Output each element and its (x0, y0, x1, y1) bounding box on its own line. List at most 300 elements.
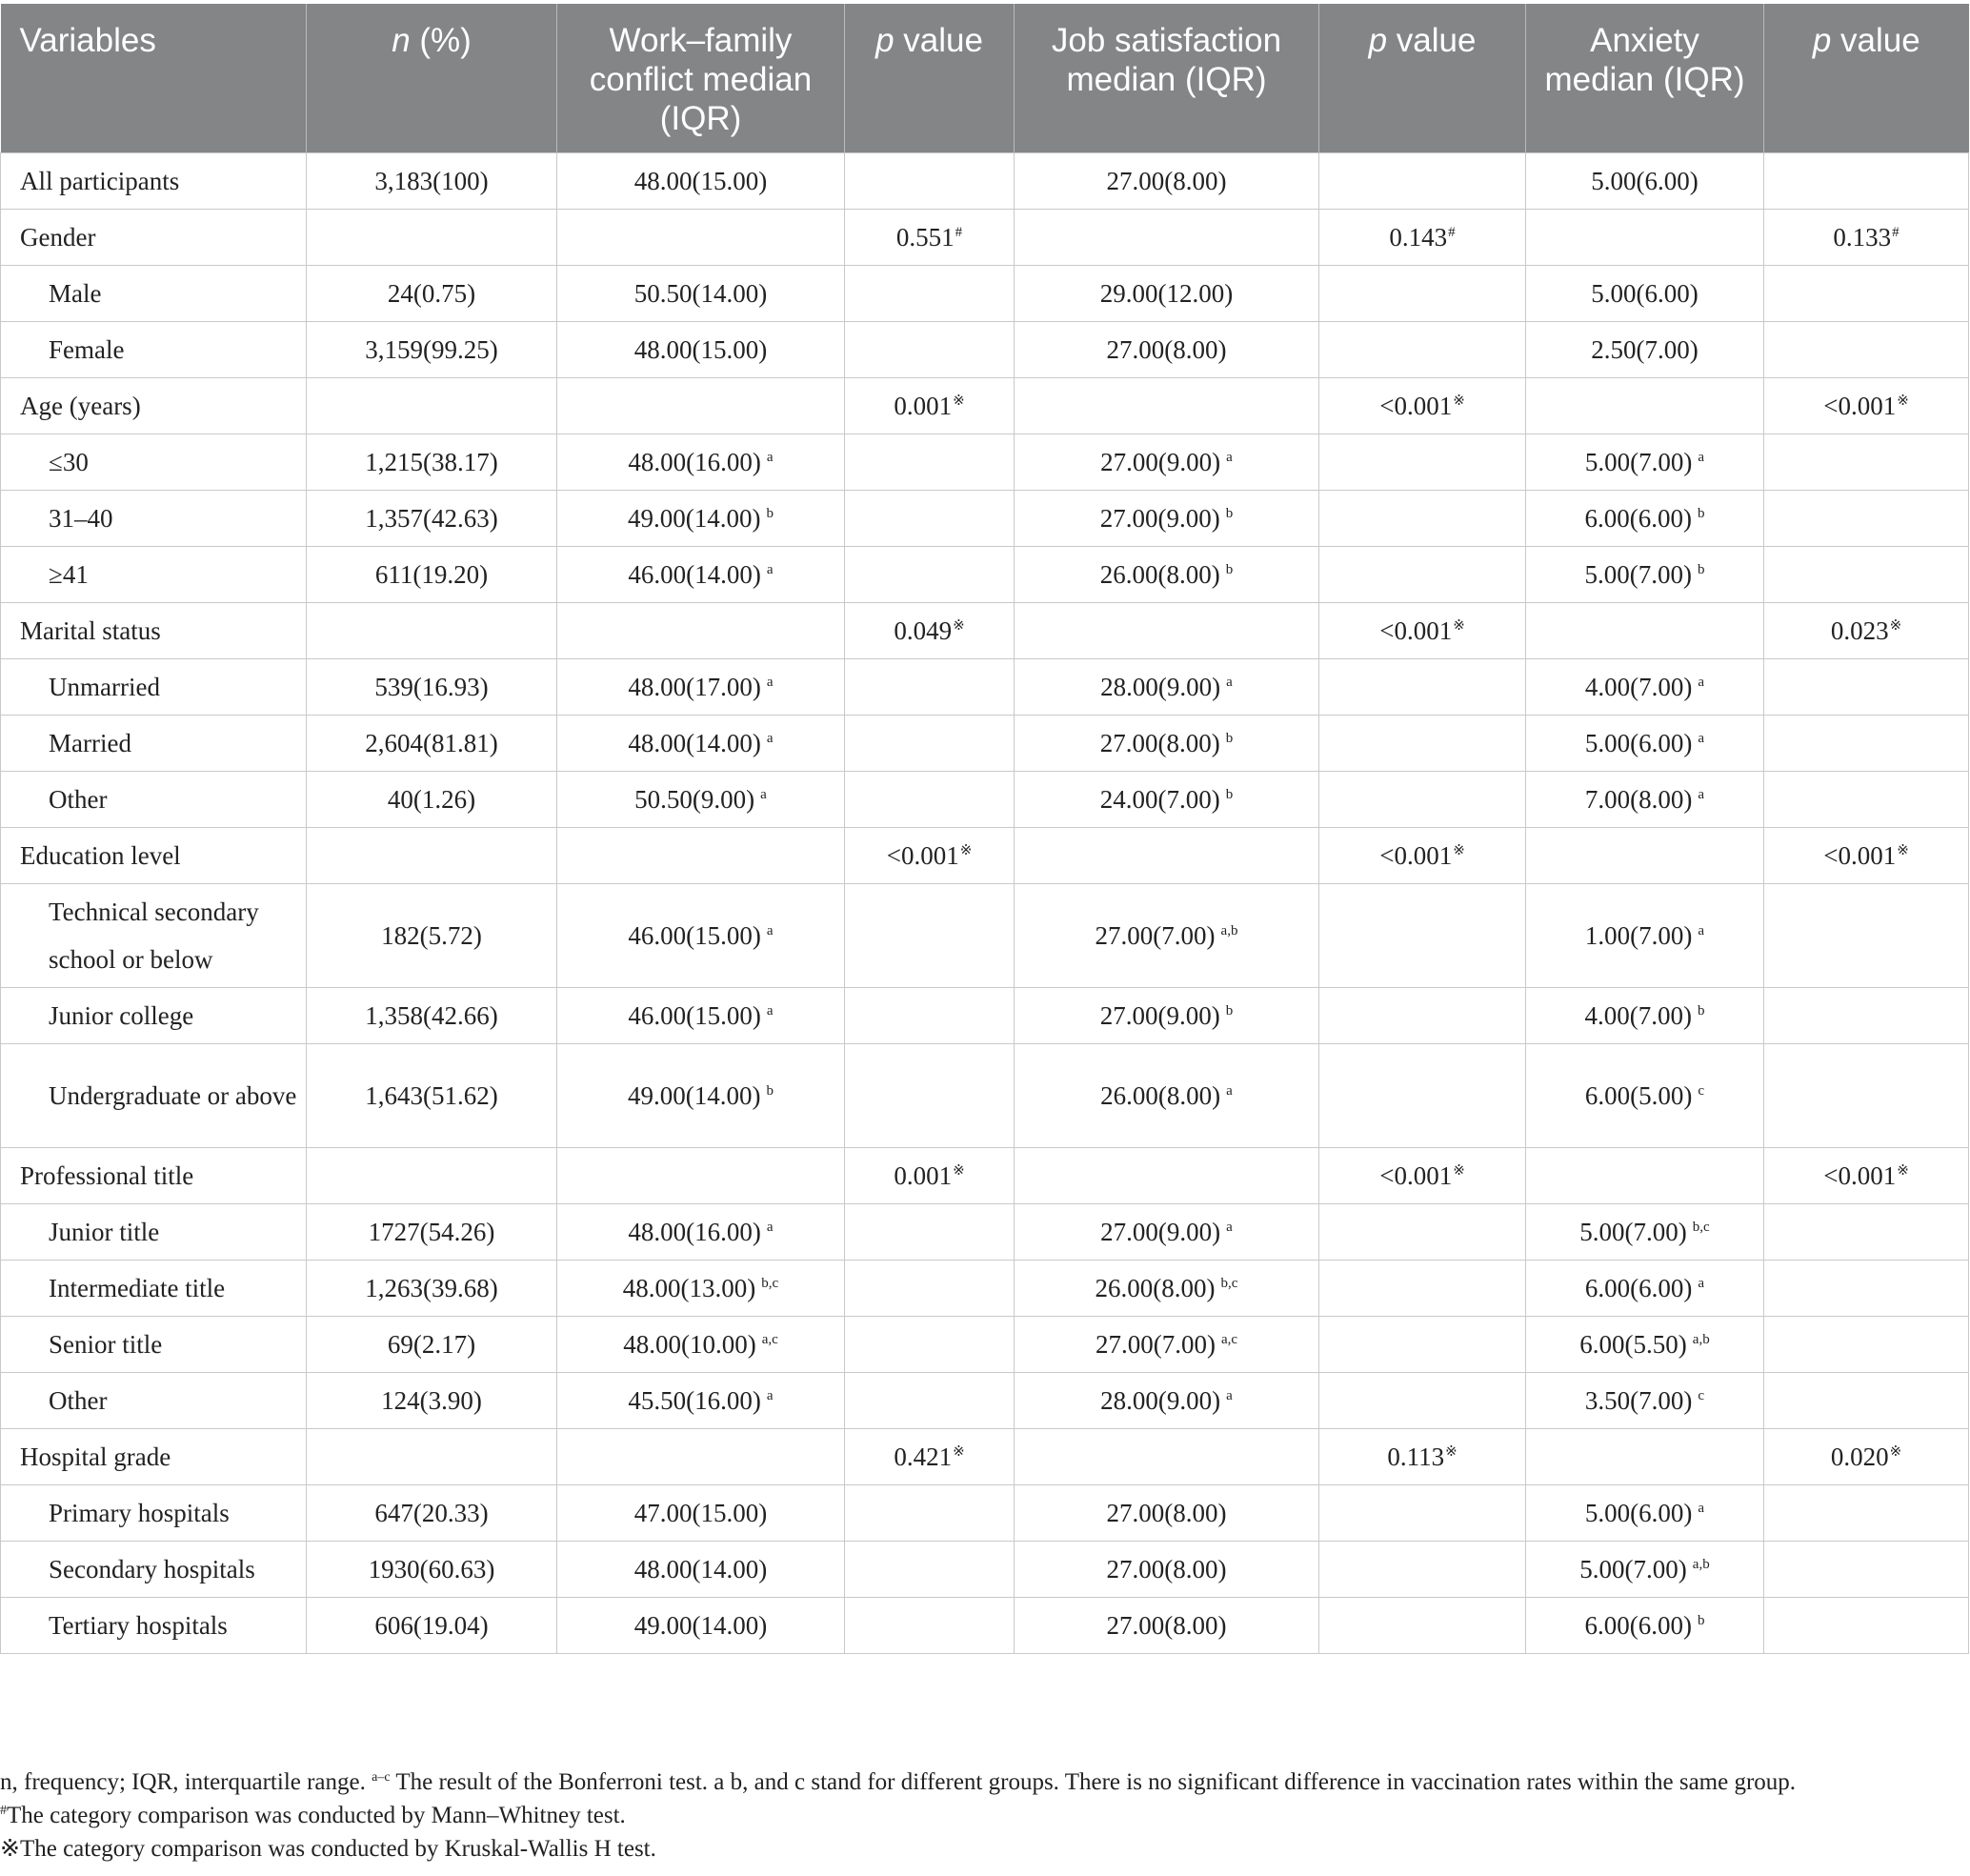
variable-label: Gender (1, 210, 307, 266)
p-value-3-cell (1764, 434, 1969, 491)
anxiety-cell-value: 6.00(6.00) (1584, 1273, 1693, 1302)
p-value-3-cell (1764, 1485, 1969, 1542)
p-value-1-cell (845, 1317, 1015, 1373)
work-family-conflict-cell (557, 988, 845, 1044)
job-satisfaction-cell (1015, 1542, 1319, 1598)
p-value-3-cell (1764, 884, 1969, 988)
anxiety-cell (1526, 1429, 1764, 1485)
work-family-conflict-cell (557, 1485, 845, 1542)
n-cell-value: 611(19.20) (374, 559, 489, 589)
table-group-row (1, 828, 1969, 884)
p-value-3-cell (1764, 1261, 1969, 1317)
work-family-conflict-cell (557, 603, 845, 659)
significance-marker: a (1698, 1275, 1705, 1291)
p-value-3-cell (1764, 828, 1969, 884)
significance-marker: # (955, 224, 963, 240)
p-value-1-cell (845, 884, 1015, 988)
p-value-1-cell (845, 153, 1015, 210)
table-row (1, 1044, 1969, 1148)
p-value-1-cell (845, 1148, 1015, 1204)
p-value-2-cell (1319, 1148, 1526, 1204)
p-value-1-cell (845, 378, 1015, 434)
job-satisfaction-cell (1015, 1044, 1319, 1148)
p-value-1-cell (845, 828, 1015, 884)
table-row (1, 988, 1969, 1044)
job-satisfaction-cell-value: 27.00(9.00) (1099, 503, 1220, 533)
job-satisfaction-cell (1015, 1485, 1319, 1542)
variable-label: ≤30 (1, 434, 307, 491)
n-cell-value: 539(16.93) (374, 672, 489, 701)
p-value-1-cell (845, 491, 1015, 547)
work-family-conflict-cell-value: 46.00(14.00) (628, 559, 761, 589)
p-value-1-cell (845, 266, 1015, 322)
work-family-conflict-cell-value: 46.00(15.00) (628, 920, 761, 950)
work-family-conflict-cell (557, 716, 845, 772)
job-satisfaction-cell (1015, 153, 1319, 210)
n-cell (307, 1044, 557, 1148)
p-value-2-cell (1319, 988, 1526, 1044)
table-row (1, 772, 1969, 828)
p-value-3-cell (1764, 1044, 1969, 1148)
significance-marker: ※ (953, 393, 965, 409)
work-family-conflict-cell-value: 47.00(15.00) (633, 1498, 768, 1527)
significance-marker: a (766, 1219, 774, 1235)
anxiety-cell-value: 5.00(7.00) (1579, 1217, 1687, 1246)
work-family-conflict-cell (557, 884, 845, 988)
significance-marker: b,c (761, 1275, 779, 1291)
n-cell (307, 603, 557, 659)
n-cell (307, 1373, 557, 1429)
anxiety-cell (1526, 1261, 1764, 1317)
p-value-1-cell (845, 210, 1015, 266)
significance-marker: a (1226, 1082, 1233, 1099)
work-family-conflict-cell (557, 1148, 845, 1204)
anxiety-cell (1526, 1204, 1764, 1261)
n-cell-value: 1,215(38.17) (365, 447, 498, 476)
job-satisfaction-cell (1015, 1261, 1319, 1317)
p-value-3-cell-value: 0.133 (1833, 222, 1892, 252)
anxiety-cell (1526, 547, 1764, 603)
significance-marker: b (766, 505, 774, 521)
job-satisfaction-cell-value: 27.00(9.00) (1099, 1000, 1220, 1030)
p-value-2-cell (1319, 491, 1526, 547)
significance-marker: ※ (1445, 1443, 1457, 1460)
anxiety-cell (1526, 1148, 1764, 1204)
job-satisfaction-cell (1015, 1148, 1319, 1204)
variable-label: Marital status (1, 603, 307, 659)
p-value-3-cell (1764, 1317, 1969, 1373)
p-value-2-cell (1319, 434, 1526, 491)
work-family-conflict-cell (557, 434, 845, 491)
work-family-conflict-cell-value: 50.50(14.00) (633, 278, 768, 308)
significance-marker: a (766, 1387, 774, 1403)
p-value-1-cell (845, 772, 1015, 828)
footnote-kruskal-wallis: ※The category comparison was conducted by Kruskal-Wallis H test. (0, 1836, 656, 1862)
anxiety-cell (1526, 434, 1764, 491)
anxiety-cell-value: 7.00(8.00) (1584, 784, 1693, 814)
anxiety-cell-value: 3.50(7.00) (1584, 1385, 1693, 1415)
anxiety-cell (1526, 210, 1764, 266)
job-satisfaction-cell (1015, 828, 1319, 884)
p-value-1-cell-value: <0.001 (886, 840, 959, 870)
anxiety-cell (1526, 378, 1764, 434)
p-value-2-cell (1319, 828, 1526, 884)
significance-marker: b (1697, 1612, 1705, 1628)
table-row (1, 1485, 1969, 1542)
header-variables: Variables (1, 4, 307, 153)
table-group-row (1, 378, 1969, 434)
n-cell (307, 1429, 557, 1485)
job-satisfaction-cell (1015, 322, 1319, 378)
p-value-1-cell (845, 603, 1015, 659)
anxiety-cell (1526, 1044, 1764, 1148)
n-cell (307, 1598, 557, 1654)
p-value-2-cell (1319, 1373, 1526, 1429)
variable-label: Male (1, 266, 307, 322)
work-family-conflict-cell-value: 46.00(15.00) (628, 1000, 761, 1030)
significance-marker: a (766, 922, 774, 938)
job-satisfaction-cell-value: 27.00(9.00) (1100, 1217, 1221, 1246)
significance-marker: b (1225, 786, 1234, 802)
n-cell-value: 124(3.90) (381, 1385, 482, 1415)
significance-marker: a (1698, 922, 1705, 938)
p-value-1-cell (845, 322, 1015, 378)
n-cell (307, 266, 557, 322)
anxiety-cell-value: 2.50(7.00) (1591, 334, 1699, 364)
work-family-conflict-cell (557, 1373, 845, 1429)
variable-label: Junior college (1, 988, 307, 1044)
job-satisfaction-cell-value: 26.00(8.00) (1100, 1080, 1221, 1110)
p-value-2-cell (1319, 659, 1526, 716)
p-value-3-cell (1764, 716, 1969, 772)
significance-marker: a,b (1692, 1556, 1710, 1572)
p-value-1-cell (845, 1542, 1015, 1598)
significance-marker: ※ (1453, 393, 1465, 409)
n-cell (307, 659, 557, 716)
header-work-family-conflict: Work–family conflict median (IQR) (557, 4, 845, 153)
n-cell-value: 1,358(42.66) (365, 1000, 498, 1030)
job-satisfaction-cell (1015, 772, 1319, 828)
p-value-3-cell-value: <0.001 (1823, 391, 1897, 420)
p-value-1-cell (845, 1373, 1015, 1429)
work-family-conflict-cell-value: 48.00(16.00) (628, 447, 761, 476)
p-value-1-cell (845, 1429, 1015, 1485)
anxiety-cell-value: 5.00(6.00) (1584, 728, 1693, 757)
significance-marker: a (766, 730, 774, 746)
p-value-1-cell-value: 0.001 (894, 1160, 953, 1190)
job-satisfaction-cell (1015, 1429, 1319, 1485)
p-value-2-cell-value: 0.113 (1387, 1442, 1445, 1471)
n-cell-value: 69(2.17) (387, 1329, 476, 1359)
work-family-conflict-cell-value: 48.00(15.00) (633, 166, 768, 195)
job-satisfaction-cell-value: 27.00(8.00) (1106, 1610, 1227, 1640)
job-satisfaction-cell (1015, 1317, 1319, 1373)
significance-marker: a,c (1220, 1331, 1238, 1347)
significance-marker: ※ (1889, 1443, 1902, 1460)
significance-marker: a (1226, 674, 1233, 690)
n-cell (307, 378, 557, 434)
variable-label: Hospital grade (1, 1429, 307, 1485)
anxiety-cell (1526, 772, 1764, 828)
p-value-2-cell (1319, 1485, 1526, 1542)
significance-marker: b (1697, 561, 1705, 577)
table-row (1, 547, 1969, 603)
p-value-2-cell (1319, 884, 1526, 988)
significance-marker: b (1225, 561, 1234, 577)
n-cell (307, 828, 557, 884)
work-family-conflict-cell-value: 49.00(14.00) (633, 1610, 768, 1640)
p-value-2-cell-value: <0.001 (1379, 840, 1453, 870)
anxiety-cell-value: 6.00(5.00) (1584, 1080, 1693, 1110)
variable-label: Married (1, 716, 307, 772)
footnote-mann-whitney: #The category comparison was conducted by Mann–Whitney test. (0, 1803, 626, 1828)
work-family-conflict-cell (557, 547, 845, 603)
significance-marker: a (1698, 786, 1705, 802)
work-family-conflict-cell (557, 828, 845, 884)
job-satisfaction-cell-value: 27.00(9.00) (1100, 447, 1221, 476)
significance-marker: a,c (761, 1331, 778, 1347)
significance-marker: a,b (1220, 922, 1238, 938)
significance-marker: b (1225, 730, 1234, 746)
n-cell (307, 1261, 557, 1317)
p-value-3-cell (1764, 210, 1969, 266)
p-value-1-cell (845, 1261, 1015, 1317)
n-cell-value: 1727(54.26) (368, 1217, 495, 1246)
significance-marker: b,c (1692, 1219, 1710, 1235)
p-value-2-cell (1319, 1317, 1526, 1373)
work-family-conflict-cell-value: 48.00(10.00) (623, 1329, 756, 1359)
n-cell (307, 988, 557, 1044)
work-family-conflict-cell (557, 266, 845, 322)
header-job-satisfaction: Job satisfaction median (IQR) (1015, 4, 1319, 153)
job-satisfaction-cell-value: 27.00(8.00) (1106, 1554, 1227, 1584)
job-satisfaction-cell (1015, 716, 1319, 772)
significance-marker: c (1698, 1082, 1705, 1099)
p-value-3-cell (1764, 1598, 1969, 1654)
table-header-row (1, 4, 1969, 153)
table-group-row (1, 1429, 1969, 1485)
p-value-2-cell (1319, 266, 1526, 322)
work-family-conflict-cell-value: 48.00(17.00) (628, 672, 761, 701)
job-satisfaction-cell-value: 29.00(12.00) (1099, 278, 1234, 308)
significance-marker: # (1448, 224, 1456, 240)
variable-label: 31–40 (1, 491, 307, 547)
job-satisfaction-cell (1015, 434, 1319, 491)
variable-label: Secondary hospitals (1, 1542, 307, 1598)
n-cell (307, 1204, 557, 1261)
anxiety-cell (1526, 603, 1764, 659)
work-family-conflict-cell-value: 49.00(14.00) (628, 1080, 761, 1110)
variable-label: Education level (1, 828, 307, 884)
p-value-1-cell (845, 1485, 1015, 1542)
variable-label: Intermediate title (1, 1261, 307, 1317)
p-value-2-cell-value: <0.001 (1379, 1160, 1453, 1190)
p-value-1-cell (845, 659, 1015, 716)
p-value-3-cell (1764, 603, 1969, 659)
variable-label: Other (1, 1373, 307, 1429)
p-value-3-cell (1764, 378, 1969, 434)
variable-label: ≥41 (1, 547, 307, 603)
job-satisfaction-cell-value: 27.00(7.00) (1095, 920, 1216, 950)
anxiety-cell (1526, 884, 1764, 988)
p-value-3-cell (1764, 772, 1969, 828)
work-family-conflict-cell (557, 1542, 845, 1598)
work-family-conflict-cell (557, 1429, 845, 1485)
header-n: n (%) (307, 4, 557, 153)
work-family-conflict-cell (557, 1261, 845, 1317)
variable-label: Technical secondary school or below (1, 884, 307, 988)
p-value-1-cell-value: 0.001 (894, 391, 953, 420)
anxiety-cell (1526, 266, 1764, 322)
anxiety-cell-value: 5.00(7.00) (1584, 559, 1692, 589)
p-value-2-cell (1319, 716, 1526, 772)
p-value-3-cell (1764, 659, 1969, 716)
job-satisfaction-cell-value: 28.00(9.00) (1100, 1385, 1221, 1415)
table-group-row (1, 603, 1969, 659)
table-footnotes (0, 1765, 1970, 1866)
table-row (1, 322, 1969, 378)
significance-marker: ※ (1897, 842, 1909, 858)
job-satisfaction-cell (1015, 603, 1319, 659)
p-value-1-cell-value: 0.551 (895, 222, 955, 252)
n-cell-value: 606(19.04) (374, 1610, 489, 1640)
p-value-2-cell (1319, 1542, 1526, 1598)
p-value-2-cell (1319, 153, 1526, 210)
work-family-conflict-cell (557, 322, 845, 378)
significance-marker: a (1698, 674, 1705, 690)
significance-marker: ※ (1453, 617, 1465, 634)
p-value-2-cell (1319, 772, 1526, 828)
p-value-1-cell (845, 1598, 1015, 1654)
significance-marker: ※ (1889, 617, 1902, 634)
p-value-2-cell (1319, 547, 1526, 603)
variable-label: Professional title (1, 1148, 307, 1204)
p-value-3-cell (1764, 988, 1969, 1044)
p-value-2-cell (1319, 1261, 1526, 1317)
variable-label: Age (years) (1, 378, 307, 434)
anxiety-cell (1526, 716, 1764, 772)
significance-marker: b (1225, 1002, 1234, 1019)
p-value-2-cell-value: <0.001 (1379, 391, 1453, 420)
n-cell (307, 434, 557, 491)
work-family-conflict-cell-value: 48.00(13.00) (622, 1273, 756, 1302)
anxiety-cell-value: 6.00(6.00) (1584, 503, 1692, 533)
significance-marker: c (1698, 1387, 1705, 1403)
significance-marker: ※ (953, 617, 965, 634)
p-value-3-cell (1764, 547, 1969, 603)
n-cell-value: 1930(60.63) (368, 1554, 495, 1584)
p-value-1-cell (845, 547, 1015, 603)
significance-marker: a (1698, 1500, 1705, 1516)
table-row (1, 716, 1969, 772)
n-cell (307, 322, 557, 378)
table-row (1, 1598, 1969, 1654)
table-row (1, 1542, 1969, 1598)
anxiety-cell (1526, 491, 1764, 547)
work-family-conflict-cell (557, 153, 845, 210)
p-value-3-cell-value: 0.020 (1830, 1442, 1889, 1471)
n-cell (307, 1542, 557, 1598)
work-family-conflict-cell (557, 1317, 845, 1373)
p-value-3-cell (1764, 322, 1969, 378)
table-row (1, 884, 1969, 988)
significance-marker: ※ (1897, 393, 1909, 409)
significance-marker: a (766, 1002, 774, 1019)
table-row (1, 1373, 1969, 1429)
p-value-3-cell (1764, 1204, 1969, 1261)
job-satisfaction-cell (1015, 1598, 1319, 1654)
p-value-2-cell-value: 0.143 (1389, 222, 1448, 252)
job-satisfaction-cell (1015, 1204, 1319, 1261)
work-family-conflict-cell (557, 491, 845, 547)
work-family-conflict-cell (557, 1044, 845, 1148)
p-value-3-cell-value: 0.023 (1830, 615, 1889, 645)
p-value-1-cell (845, 1204, 1015, 1261)
anxiety-cell-value: 4.00(7.00) (1584, 672, 1693, 701)
p-value-3-cell (1764, 491, 1969, 547)
significance-marker: a,b (1692, 1331, 1710, 1347)
variable-label: Female (1, 322, 307, 378)
job-satisfaction-cell (1015, 884, 1319, 988)
significance-marker: a (1226, 1387, 1233, 1403)
p-value-3-cell (1764, 1373, 1969, 1429)
anxiety-cell-value: 5.00(6.00) (1591, 166, 1699, 195)
work-family-conflict-cell (557, 210, 845, 266)
job-satisfaction-cell-value: 27.00(8.00) (1106, 166, 1227, 195)
p-value-3-cell-value: <0.001 (1823, 840, 1897, 870)
n-cell (307, 1148, 557, 1204)
job-satisfaction-cell (1015, 988, 1319, 1044)
significance-marker: a (1226, 1219, 1233, 1235)
significance-marker: b,c (1220, 1275, 1238, 1291)
variable-label: Other (1, 772, 307, 828)
job-satisfaction-cell (1015, 210, 1319, 266)
p-value-3-cell-value: <0.001 (1823, 1160, 1897, 1190)
n-cell-value: 3,183(100) (374, 166, 489, 195)
job-satisfaction-cell-value: 27.00(7.00) (1095, 1329, 1216, 1359)
work-family-conflict-cell-value: 48.00(15.00) (633, 334, 768, 364)
job-satisfaction-cell-value: 27.00(8.00) (1106, 334, 1227, 364)
n-cell (307, 716, 557, 772)
p-value-1-cell (845, 1044, 1015, 1148)
n-cell-value: 1,643(51.62) (365, 1080, 498, 1110)
p-value-2-cell (1319, 603, 1526, 659)
p-value-2-cell (1319, 1044, 1526, 1148)
footnote-abbreviations: n, frequency; IQR, interquartile range. $^{a-c}$ The result of the Bonferroni test. a b, and c stand for different groups. There is no significant difference in vaccination rates within the same group. (0, 1769, 1797, 1795)
anxiety-cell (1526, 1598, 1764, 1654)
significance-marker: a (766, 449, 774, 465)
results-table (0, 4, 1969, 1654)
variable-label: Tertiary hospitals (1, 1598, 307, 1654)
job-satisfaction-cell (1015, 491, 1319, 547)
significance-marker: b (1225, 505, 1234, 521)
p-value-2-cell (1319, 1598, 1526, 1654)
table-row (1, 1261, 1969, 1317)
significance-marker: ※ (1897, 1162, 1909, 1179)
p-value-2-cell (1319, 210, 1526, 266)
significance-marker: b (1697, 505, 1705, 521)
p-value-1-cell-value: 0.049 (894, 615, 953, 645)
p-value-3-cell (1764, 1148, 1969, 1204)
n-cell (307, 491, 557, 547)
table-row (1, 1204, 1969, 1261)
job-satisfaction-cell-value: 27.00(8.00) (1099, 728, 1220, 757)
significance-marker: a (766, 561, 774, 577)
table-body (1, 153, 1969, 1654)
p-value-1-cell (845, 988, 1015, 1044)
table-row (1, 1317, 1969, 1373)
p-value-3-cell (1764, 153, 1969, 210)
